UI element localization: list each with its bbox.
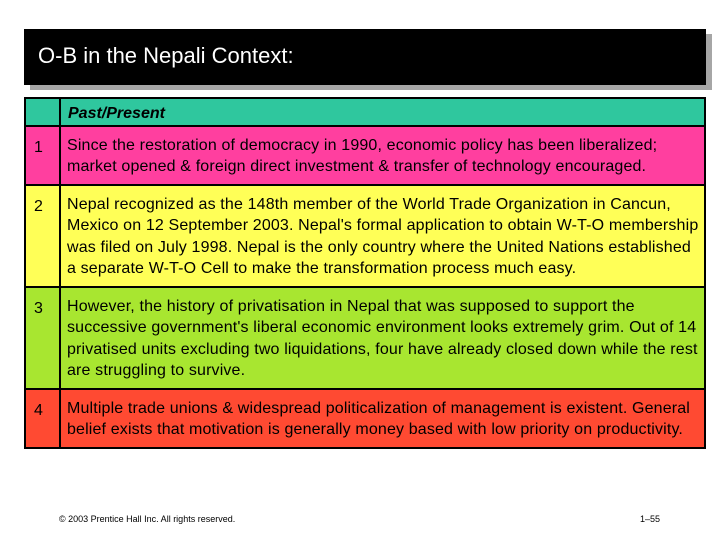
header-number-cell <box>25 98 60 126</box>
table-row <box>25 185 705 287</box>
table-row <box>25 287 705 389</box>
header-label: Past/Present <box>60 98 705 126</box>
row-text: Nepal recognized as the 148th member of the World Trade Organization in Cancun, Mexico on 12 September 2003. Nepal's formal application to obtain W-T-O membership was filed on July 1998. Nepal is the only country where the United Nations established a separate W-T-O Cell to make the transformation process much easy. <box>60 185 705 287</box>
row-text: Multiple trade unions & widespread politicalization of management is existent. General belief exists that motivation is generally money based with low priority on productivity. <box>60 389 705 448</box>
copyright-notice: © 2003 Prentice Hall Inc. All rights reserved. <box>59 514 236 524</box>
row-text: Since the restoration of democracy in 1990, economic policy has been liberalized; market opened & foreign direct investment & transfer of technology encouraged. <box>60 126 705 185</box>
row-text: However, the history of privatisation in Nepal that was supposed to support the successive government's liberal economic environment looks extremely grim. Out of 14 privatised units excluding two liquidations, four have already closed down while the rest are struggling to survive. <box>60 287 705 389</box>
row-number: 1 <box>25 126 60 185</box>
row-number: 2 <box>25 185 60 287</box>
row-number: 3 <box>25 287 60 389</box>
table-row <box>25 389 705 448</box>
page-number: 1–55 <box>640 514 661 524</box>
slide-title: O-B in the Nepali Context: <box>38 43 294 68</box>
title-bar <box>24 29 706 85</box>
row-number: 4 <box>25 389 60 448</box>
content-table <box>24 97 706 449</box>
table-row <box>25 126 705 185</box>
table-header-row <box>25 98 705 126</box>
